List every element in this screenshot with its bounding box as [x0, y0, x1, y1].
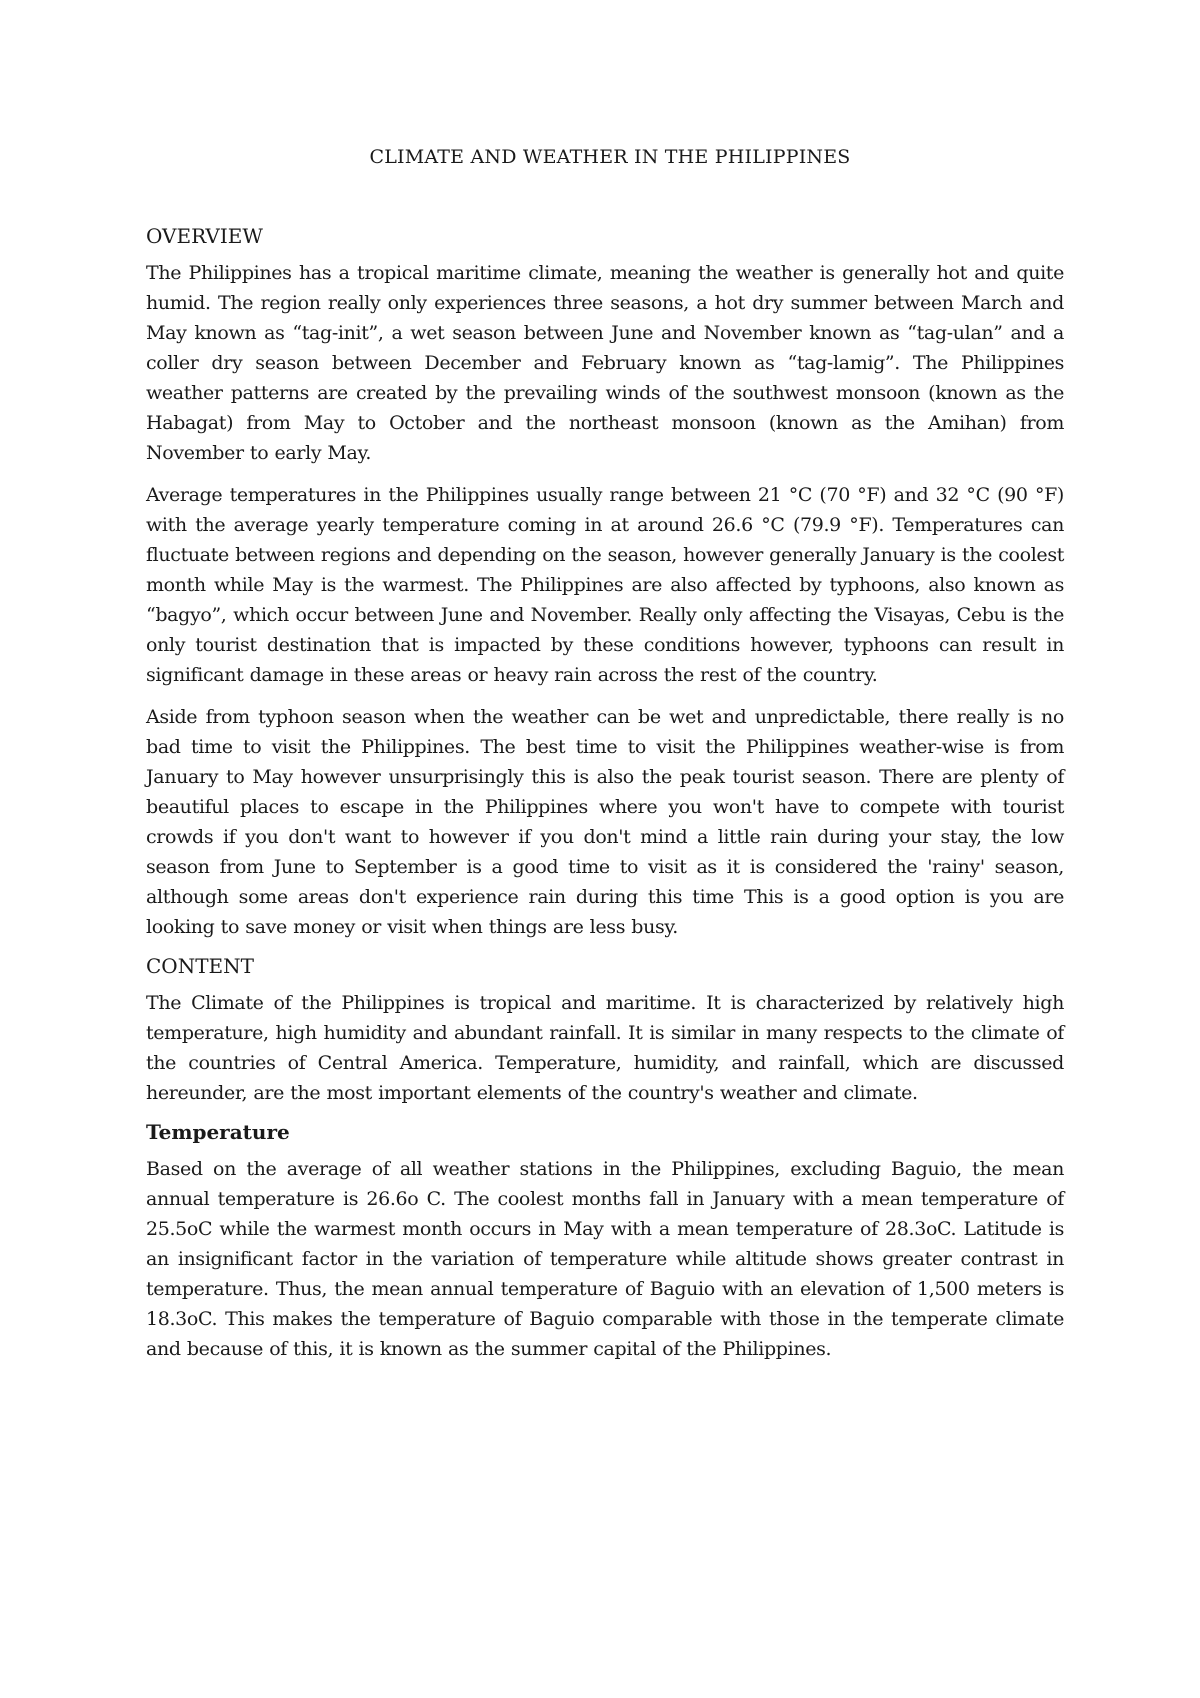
overview-paragraph-2: Average temperatures in the Philippines usually range between 21 °C (70 °F) and 32 °C (90 °F) with the average yearly temperature coming in at around 26.6 °C (79.9 °F). Temperatures can fluctuate between regions and depending on the season, however generally January is the coolest month while May is the warmest. The Philippines are also affected by typhoons, also known as “bagyo”, which occur between June and November. Really only affecting the Visayas, Cebu is the only tourist destination that is impacted by these conditions however, typhoons can result in significant damage in these areas or heavy rain across the rest of the country. [146, 484, 1065, 686]
section-heading-temperature: Temperature [146, 1120, 290, 1144]
section-heading-content: CONTENT [146, 954, 254, 978]
overview-paragraph-3: Aside from typhoon season when the weather can be wet and unpredictable, there really is no bad time to visit the Philippines. The best time to visit the Philippines weather-wise is from January to May however unsurprisingly this is also the peak tourist season. There are plenty of beautiful places to escape in the Philippines where you won't have to compete with tourist crowds if you don't want to however if you don't mind a little rain during your stay, the low season from June to September is a good time to visit as it is considered the 'rainy' season, although some areas don't experience rain during this time This is a good option is you are looking to save money or visit when things are less busy. [146, 706, 1064, 938]
section-heading-overview: OVERVIEW [146, 224, 263, 248]
temperature-paragraph-1: Based on the average of all weather stations in the Philippines, excluding Baguio, the mean annual temperature is 26.6o C. The coolest months fall in January with a mean temperature of 25.5oC while the warmest month occurs in May with a mean temperature of 28.3oC. Latitude is an insignificant factor in the variation of temperature while altitude shows greater contrast in temperature. Thus, the mean annual temperature of Baguio with an elevation of 1,500 meters is 18.3oC. This makes the temperature of Baguio comparable with those in the temperate climate and because of this, it is known as the summer capital of the Philippines. [146, 1158, 1064, 1360]
document-body [146, 146, 1064, 1376]
content-paragraph-1: The Climate of the Philippines is tropical and maritime. It is characterized by relatively high temperature, high humidity and abundant rainfall. It is similar in many respects to the climate of the countries of Central America. Temperature, humidity, and rainfall, which are discussed hereunder, are the most important elements of the country's weather and climate. [146, 992, 1064, 1104]
document-title: CLIMATE AND WEATHER IN THE PHILIPPINES [369, 146, 851, 168]
overview-paragraph-1: The Philippines has a tropical maritime climate, meaning the weather is generally hot and quite humid. The region really only experiences three seasons, a hot dry summer between March and May known as “tag-init”, a wet season between June and November known as “tag-ulan” and a coller dry season between December and February known as “tag-lamig”. The Philippines weather patterns are created by the prevailing winds of the southwest monsoon (known as the Habagat) from May to October and the northeast monsoon (known as the Amihan) from November to early May. [146, 262, 1064, 464]
